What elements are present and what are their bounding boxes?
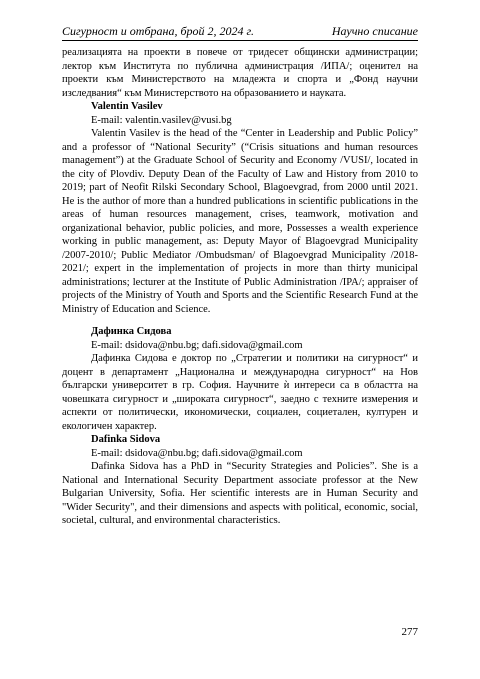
author-entry bbox=[62, 433, 418, 528]
page-content bbox=[62, 46, 418, 528]
section-title: Научно списание bbox=[331, 24, 418, 38]
continuation-paragraph: реализацията на проекти в повече от тридесет общински администрации; лектор към Института по публична администрация /ИПА/; оценител на проекти към Министерството на младежта и спорта и „Фонд научни изследвания“ към Министерството на образованието и науката. bbox=[62, 47, 418, 99]
author-bio: Valentin Vasilev is the head of the “Center in Leadership and Public Policy” and a professor of “National Security” (“Crisis situations and human resources management”) at the Graduate School of Security and Economy /VUSI/, located in the city of Plovdiv. Deputy Dean of the Faculty of Law and History from 2010 to 2019; part of Neofit Rilski Secondary School, Blagoevgrad, from 2000 until 2021. He is the author of more than a hundred publications in scientific publications in the areas of human resources management, crises, teamwork, motivation and organizational behavior, public policies, and more, Possesses a wealth experience working in public management, as: Deputy Mayor of Blagoevgrad Municipality /2007-2010/; Public Mediator /Ombudsman/ of Blagoevgrad Municipality /2018-2021/; expert in the implementation of projects in more than thirty municipal administrations; lecturer at the Institute of Public Administration /IPA/; appraiser of projects of the Ministry of Youth and Sports and the Scientific Research Fund at the Ministry of Education and Science. bbox=[62, 128, 418, 315]
author-email: E-mail: dsidova@nbu.bg; dafi.sidova@gmail.com bbox=[91, 339, 303, 351]
author-entry bbox=[62, 325, 418, 433]
journal-title: Сигурност и отбрана, брой 2, 2024 г. bbox=[62, 24, 255, 38]
author-bio: Дафинка Сидова е доктор по „Стратегии и политики на сигурност“ и доцент в департамент „Национална и международна сигурност“ на Нов български университет в гр. София. Научните ѝ интереси са в областта на човешката сигурност и „широката сигурност“, заедно с техните измерения и аспекти от политически, икономически, социален, социетален, културен и екологичен характер. bbox=[62, 353, 418, 432]
author-email: E-mail: valentin.vasilev@vusi.bg bbox=[91, 114, 232, 126]
spacer bbox=[62, 316, 418, 325]
running-header bbox=[62, 22, 418, 41]
author-bio: Dafinka Sidova has a PhD in “Security Strategies and Policies”. She is a National and International Security Department associate professor at the New Bulgarian University, Sofia. Her scientific interests are in Human Security and "Wider Security", and their dimensions and aspects with political, economic, social, societal, cultural, and environmental characteristics. bbox=[62, 461, 418, 526]
author-name: Valentin Vasilev bbox=[91, 101, 163, 112]
author-name: Дафинка Сидова bbox=[91, 326, 172, 337]
author-name: Dafinka Sidova bbox=[91, 434, 161, 445]
page-number: 277 bbox=[401, 626, 418, 638]
author-email: E-mail: dsidova@nbu.bg; dafi.sidova@gmail.com bbox=[91, 447, 303, 459]
author-entry bbox=[62, 100, 418, 316]
